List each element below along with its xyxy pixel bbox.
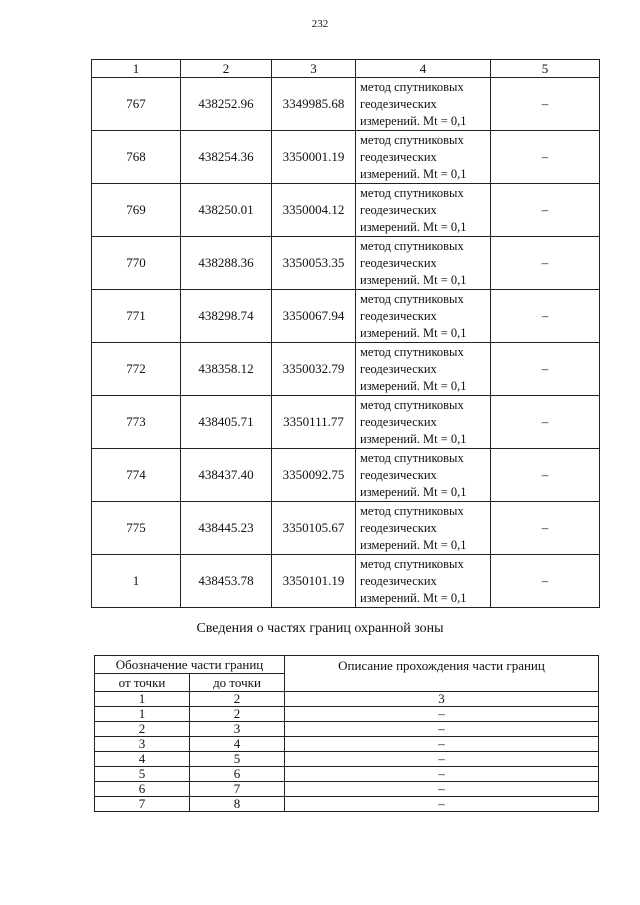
method-line: геодезических — [360, 149, 437, 164]
point-number: 771 — [92, 290, 181, 343]
from-point: 1 — [95, 707, 190, 722]
method-line: измерений. Mt = 0,1 — [360, 272, 467, 287]
method-line: метод спутниковых — [360, 556, 464, 571]
to-point: 2 — [190, 692, 285, 707]
method-line: метод спутниковых — [360, 503, 464, 518]
to-point: 8 — [190, 797, 285, 812]
x-coordinate: 438254.36 — [181, 131, 272, 184]
from-point: 4 — [95, 752, 190, 767]
part-description: – — [285, 722, 599, 737]
point-number: 770 — [92, 237, 181, 290]
from-point: 5 — [95, 767, 190, 782]
y-coordinate: 3350111.77 — [272, 396, 356, 449]
x-coordinate: 438405.71 — [181, 396, 272, 449]
method-line: геодезических — [360, 573, 437, 588]
to-point: 2 — [190, 707, 285, 722]
note — [491, 396, 600, 449]
method-description — [356, 184, 491, 237]
method-line: измерений. Mt = 0,1 — [360, 484, 467, 499]
method-line: геодезических — [360, 202, 437, 217]
coordinates-table — [91, 59, 600, 608]
x-coordinate: 438298.74 — [181, 290, 272, 343]
method-line: метод спутниковых — [360, 397, 464, 412]
x-coordinate: 438250.01 — [181, 184, 272, 237]
part-description: – — [285, 752, 599, 767]
part-description: – — [285, 707, 599, 722]
note — [491, 131, 600, 184]
table-row — [92, 78, 600, 131]
point-number: 1 — [92, 555, 181, 608]
to-point: 6 — [190, 767, 285, 782]
method-line: геодезических — [360, 96, 437, 111]
method-line: метод спутниковых — [360, 291, 464, 306]
from-point: 6 — [95, 782, 190, 797]
method-line: измерений. Mt = 0,1 — [360, 431, 467, 446]
y-coordinate: 3350032.79 — [272, 343, 356, 396]
table-row — [95, 737, 599, 752]
table-row — [92, 290, 600, 343]
method-line: метод спутниковых — [360, 344, 464, 359]
method-line: метод спутниковых — [360, 132, 464, 147]
table-row — [95, 722, 599, 737]
to-point: 5 — [190, 752, 285, 767]
note-value: – — [541, 202, 549, 217]
note — [491, 343, 600, 396]
note — [491, 78, 600, 131]
note — [491, 184, 600, 237]
method-line: измерений. Mt = 0,1 — [360, 113, 467, 128]
from-point: 3 — [95, 737, 190, 752]
to-point: 7 — [190, 782, 285, 797]
y-coordinate: 3350004.12 — [272, 184, 356, 237]
coordinates-header-row — [92, 60, 600, 78]
from-point: 7 — [95, 797, 190, 812]
method-line: геодезических — [360, 361, 437, 376]
note-value: – — [541, 573, 549, 588]
method-line: геодезических — [360, 520, 437, 535]
table-row — [95, 707, 599, 722]
method-line: геодезических — [360, 308, 437, 323]
note — [491, 449, 600, 502]
x-coordinate: 438252.96 — [181, 78, 272, 131]
point-number: 768 — [92, 131, 181, 184]
method-description — [356, 131, 491, 184]
method-description — [356, 290, 491, 343]
note-value: – — [541, 255, 549, 270]
table-row — [95, 782, 599, 797]
method-line: метод спутниковых — [360, 238, 464, 253]
note-value: – — [541, 361, 549, 376]
table-row — [95, 752, 599, 767]
from-point: 1 — [95, 692, 190, 707]
method-description — [356, 237, 491, 290]
method-line: геодезических — [360, 414, 437, 429]
page-number: 232 — [311, 18, 329, 30]
point-number: 772 — [92, 343, 181, 396]
method-line: измерений. Mt = 0,1 — [360, 537, 467, 552]
part-description: – — [285, 782, 599, 797]
method-description — [356, 396, 491, 449]
note — [491, 502, 600, 555]
method-line: измерений. Mt = 0,1 — [360, 378, 467, 393]
point-number: 775 — [92, 502, 181, 555]
part-description: – — [285, 767, 599, 782]
table-row — [92, 555, 600, 608]
col-header-5: 5 — [491, 60, 600, 78]
y-coordinate: 3350001.19 — [272, 131, 356, 184]
col-header-3: 3 — [272, 60, 356, 78]
y-coordinate: 3349985.68 — [272, 78, 356, 131]
method-line: метод спутниковых — [360, 185, 464, 200]
y-coordinate: 3350101.19 — [272, 555, 356, 608]
table-row — [92, 449, 600, 502]
table-row — [95, 797, 599, 812]
boundary-parts-table — [94, 655, 599, 812]
part-description: – — [285, 737, 599, 752]
method-line: геодезических — [360, 255, 437, 270]
y-coordinate: 3350053.35 — [272, 237, 356, 290]
note — [491, 555, 600, 608]
table-row — [92, 131, 600, 184]
method-description — [356, 502, 491, 555]
note — [491, 237, 600, 290]
table-row — [92, 237, 600, 290]
parts-header-from: от точки — [95, 674, 190, 692]
note — [491, 290, 600, 343]
from-point: 2 — [95, 722, 190, 737]
point-number: 774 — [92, 449, 181, 502]
method-description — [356, 555, 491, 608]
col-header-2: 2 — [181, 60, 272, 78]
parts-header-group: Обозначение части границ — [95, 656, 285, 674]
x-coordinate: 438437.40 — [181, 449, 272, 502]
x-coordinate: 438453.78 — [181, 555, 272, 608]
method-line: измерений. Mt = 0,1 — [360, 219, 467, 234]
parts-header-to: до точки — [190, 674, 285, 692]
part-description: 3 — [285, 692, 599, 707]
parts-header-desc: Описание прохождения части границ — [285, 656, 599, 692]
x-coordinate: 438288.36 — [181, 237, 272, 290]
note-value: – — [541, 308, 549, 323]
method-line: метод спутниковых — [360, 79, 464, 94]
method-description — [356, 343, 491, 396]
y-coordinate: 3350105.67 — [272, 502, 356, 555]
table-row — [92, 184, 600, 237]
note-value: – — [541, 96, 549, 111]
table-row — [95, 692, 599, 707]
method-line: измерений. Mt = 0,1 — [360, 166, 467, 181]
to-point: 3 — [190, 722, 285, 737]
method-line: измерений. Mt = 0,1 — [360, 325, 467, 340]
method-line: геодезических — [360, 467, 437, 482]
table-row — [92, 396, 600, 449]
point-number: 773 — [92, 396, 181, 449]
table-row — [92, 502, 600, 555]
col-header-1: 1 — [92, 60, 181, 78]
note-value: – — [541, 520, 549, 535]
parts-caption: Сведения о частях границ охранной зоны — [196, 621, 444, 636]
y-coordinate: 3350067.94 — [272, 290, 356, 343]
method-line: измерений. Mt = 0,1 — [360, 590, 467, 605]
method-description — [356, 449, 491, 502]
parts-header-row — [95, 656, 599, 674]
col-header-4: 4 — [356, 60, 491, 78]
x-coordinate: 438445.23 — [181, 502, 272, 555]
point-number: 767 — [92, 78, 181, 131]
x-coordinate: 438358.12 — [181, 343, 272, 396]
to-point: 4 — [190, 737, 285, 752]
table-row — [92, 343, 600, 396]
note-value: – — [541, 414, 549, 429]
table-row — [95, 767, 599, 782]
method-description — [356, 78, 491, 131]
point-number: 769 — [92, 184, 181, 237]
method-line: метод спутниковых — [360, 450, 464, 465]
note-value: – — [541, 149, 549, 164]
y-coordinate: 3350092.75 — [272, 449, 356, 502]
note-value: – — [541, 467, 549, 482]
part-description: – — [285, 797, 599, 812]
